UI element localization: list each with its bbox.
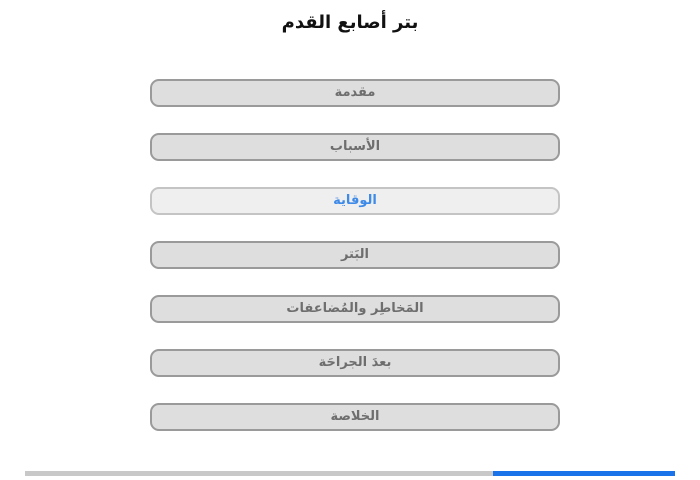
menu-item-summary[interactable]: الخلاصة: [150, 403, 560, 431]
menu-item-after-surgery[interactable]: بعدَ الجراحَة: [150, 349, 560, 377]
menu-item-amputation[interactable]: البَتر: [150, 241, 560, 269]
menu-item-risks-complications[interactable]: المَخاطِر والمُضاعفات: [150, 295, 560, 323]
page-title: بتر أصابع القدم: [281, 12, 419, 33]
menu-item-introduction[interactable]: مقدمة: [150, 79, 560, 107]
section-menu: [150, 79, 560, 457]
progress-bar: [25, 471, 675, 476]
progress-bar-fill: [493, 471, 675, 476]
menu-item-causes[interactable]: الأسباب: [150, 133, 560, 161]
menu-item-prevention[interactable]: الوقاية: [150, 187, 560, 215]
